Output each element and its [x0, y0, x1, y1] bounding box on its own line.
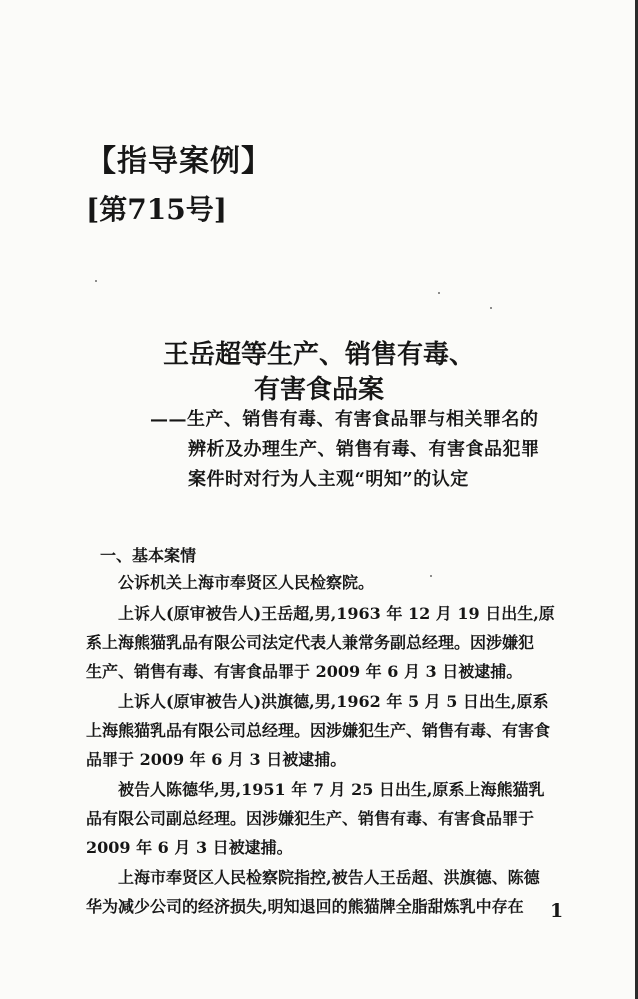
case-title-line-2: 有害食品案	[253, 375, 384, 405]
body-line: 品罪于 2009 年 6 月 3 日被逮捕。	[86, 750, 347, 769]
body-line: 品有限公司副总经理。因涉嫌犯生产、销售有毒、有害食品罪于	[86, 809, 535, 828]
scan-speck	[95, 280, 97, 282]
case-title-line-1: 王岳超等生产、销售有毒、	[162, 340, 475, 370]
section-heading-basic-facts: 一、基本案情	[100, 546, 197, 565]
body-line: 华为减少公司的经济损失,明知退回的熊猫牌全脂甜炼乳中存在	[86, 897, 524, 916]
body-line: 被告人陈德华,男,1951 年 7 月 25 日出生,原系上海熊猫乳	[118, 780, 545, 799]
body-line: 上海熊猫乳品有限公司总经理。因涉嫌犯生产、销售有毒、有害食	[86, 721, 551, 740]
subtitle-line-3: 案件时对行为人主观“明知”的认定	[188, 469, 469, 490]
scan-speck	[438, 292, 440, 294]
case-number: [第715号]	[86, 193, 227, 226]
body-line: 上诉人(原审被告人)洪旗德,男,1962 年 5 月 5 日出生,原系	[118, 692, 549, 711]
subtitle-line-1: ——生产、销售有毒、有害食品罪与相关罪名的	[150, 409, 539, 430]
body-line: 生产、销售有毒、有害食品罪于 2009 年 6 月 3 日被逮捕。	[86, 662, 523, 681]
page-number: 1	[550, 900, 564, 922]
body-line: 系上海熊猫乳品有限公司法定代表人兼常务副总经理。因涉嫌犯	[86, 633, 535, 652]
scan-speck	[430, 575, 432, 577]
guide-case-heading: 【指导案例】	[86, 144, 272, 179]
subtitle-line-2: 辨析及办理生产、销售有毒、有害食品犯罪	[188, 439, 540, 460]
body-line: 上诉人(原审被告人)王岳超,男,1963 年 12 月 19 日出生,原	[118, 604, 555, 623]
body-line: 上海市奉贤区人民检察院指控,被告人王岳超、洪旗德、陈德	[118, 868, 540, 887]
body-line: 公诉机关上海市奉贤区人民检察院。	[118, 573, 375, 592]
scan-speck	[490, 307, 492, 309]
body-line: 2009 年 6 月 3 日被逮捕。	[86, 838, 293, 857]
